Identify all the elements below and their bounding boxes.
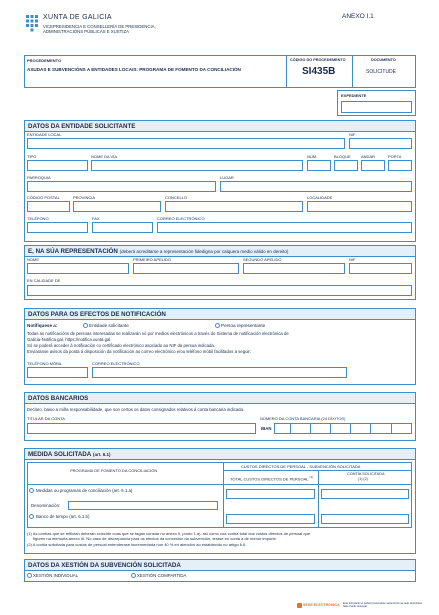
- notify-representative-radio[interactable]: [215, 323, 220, 328]
- name-label: NOME: [27, 257, 39, 262]
- iban-divider: [310, 423, 311, 434]
- file-number-field[interactable]: [341, 101, 412, 113]
- surname2-label: SEGUNDO APELIDO: [243, 257, 282, 262]
- nif-field[interactable]: [349, 138, 412, 149]
- programs-total-field[interactable]: [226, 489, 315, 499]
- measure-footnote-1: (1) As contías que se reflictan deberán coincidir coas que se fagan constar no anexo II, punto 1.a), así como coa contía total dos custos directos de persoal que: [27, 531, 311, 536]
- notify-representative-label: Persoa representante: [221, 323, 266, 328]
- fax-label: FAX: [92, 216, 100, 221]
- type-label: TIPO: [27, 154, 37, 159]
- iban-label: IBAN: [261, 426, 272, 431]
- street-label: NOME DA VÍA: [91, 154, 118, 159]
- individual-management-radio[interactable]: [27, 573, 32, 578]
- department-line-1: VICEPRESIDENCIA E CONSELLERÍA DE PRESIDENCIA,: [43, 24, 156, 29]
- postcode-label: CÓDIGO POSTAL: [27, 195, 60, 200]
- procedure-divider-2: [352, 55, 353, 88]
- shared-management-radio[interactable]: [131, 573, 136, 578]
- council-field[interactable]: [165, 201, 303, 212]
- place-field[interactable]: [220, 181, 412, 192]
- capacity-label: EN CALIDADE DE: [27, 278, 61, 283]
- representative-section-title: E, NA SÚA REPRESENTACIÓN (deberá acreditarse a representación fidedigna por calquera medio válido en dereito): [28, 248, 289, 255]
- procedure-label: PROCEDEMENTO: [27, 58, 62, 63]
- parish-field[interactable]: [27, 181, 216, 192]
- individual-management-label: XESTIÓN INDIVIDUAL: [33, 573, 79, 578]
- notification-text-4: Enviaranse avisos da posta á disposición da notificación ao correo electrónico e/ou teléfono móbil facilitados a seguir:: [27, 349, 252, 354]
- account-holder-label: TITULAR DA CONTA: [27, 416, 65, 421]
- account-holder-field[interactable]: [27, 423, 256, 434]
- procedure-code-label: CÓDIGO DO PROCEDEMENTO: [290, 58, 346, 62]
- timebank-total-field[interactable]: [226, 514, 315, 524]
- fax-field[interactable]: [92, 222, 153, 233]
- denomination-label: Denominación:: [31, 503, 61, 508]
- door-label: PORTA: [388, 154, 402, 159]
- type-field[interactable]: [27, 160, 88, 171]
- measure-col-divider: [223, 462, 224, 528]
- door-field[interactable]: [388, 160, 412, 171]
- notification-section-title: DATOS PARA OS EFECTOS DE NOTIFICACIÓN: [28, 311, 166, 318]
- phone-label: TELÉFONO: [27, 216, 49, 221]
- notification-text-2: Galicia-Notifica.gal, https://notifica.xunta.gal: [27, 337, 111, 342]
- footer-note-2: https://sede.xunta.gal: [343, 605, 367, 608]
- management-section: [24, 559, 416, 582]
- place-label: LUGAR: [220, 175, 234, 180]
- programs-amount-field[interactable]: [321, 489, 409, 499]
- locality-field[interactable]: [307, 201, 412, 212]
- denomination-field[interactable]: [68, 501, 218, 510]
- iban-divider: [290, 423, 291, 434]
- floor-field[interactable]: [361, 160, 385, 171]
- rep-nif-label: NIF: [349, 257, 356, 262]
- measure-header-divider: [223, 470, 412, 471]
- timebank-amount-field[interactable]: [321, 514, 409, 524]
- province-field[interactable]: [73, 201, 161, 212]
- notif-email-label: CORREO ELECTRÓNICO: [92, 361, 140, 366]
- locality-label: LOCALIDADE: [307, 195, 333, 200]
- iban-divider: [330, 423, 331, 434]
- department-line-2: ADMINISTRACIÓNS PÚBLICAS E XUSTIZA: [43, 29, 129, 34]
- measure-header-bottom: [27, 484, 412, 485]
- block-label: BLOQUE: [334, 154, 351, 159]
- floor-label: ANDAR: [361, 154, 376, 159]
- xunta-emblem-icon: [24, 14, 40, 32]
- measure-section-title: MEDIDA SOLICITADA (art. 6.1): [28, 451, 111, 458]
- shared-management-label: XESTIÓN COMPARTIDA: [137, 573, 187, 578]
- brand-name: XUNTA DE GALICIA: [43, 14, 112, 21]
- account-number-label: NÚMERO DA CONTA BANCARIA (24 DÍXITOS): [260, 416, 346, 421]
- mobile-field[interactable]: [27, 367, 88, 378]
- street-field[interactable]: [91, 160, 303, 171]
- bank-section-title: DATOS BANCARIOS: [28, 395, 89, 402]
- number-field[interactable]: [307, 160, 331, 171]
- council-label: CONCELLO: [165, 195, 188, 200]
- surname2-field[interactable]: [243, 263, 345, 274]
- sede-label: SEDE ELECTRÓNICA: [303, 603, 340, 607]
- measure-footnote-2: (2) A contía solicitada para custos de persoal entenderase incrementada nun 40 % en atención ao establecido no artigo 6.6.: [27, 542, 247, 547]
- document-value: SOLICITUDE: [366, 69, 397, 75]
- notify-entity-radio[interactable]: [83, 323, 88, 328]
- notify-to-label: Notifíquese a:: [27, 323, 58, 328]
- notification-text-3: Só se poderá acceder á notificación co certificado electrónico asociado ao NIF da persoa indicada.: [27, 343, 215, 348]
- entity-field[interactable]: [27, 138, 345, 149]
- nif-label: NIF: [349, 132, 356, 137]
- amount-requested-ref: (1) (2): [358, 477, 368, 481]
- name-field[interactable]: [27, 263, 129, 274]
- program-column-header: PROGRAMA DE FOMENTO DA CONCILIACIÓN: [70, 468, 158, 473]
- block-field[interactable]: [334, 160, 358, 171]
- measure-col-divider-2: [318, 470, 319, 528]
- email-field[interactable]: [157, 222, 412, 233]
- capacity-field[interactable]: [27, 285, 412, 296]
- costs-column-header: CUSTOS DIRECTOS DE PERSOAL - SUBVENCIÓN SOLICITADA: [241, 464, 361, 469]
- surname1-field[interactable]: [133, 263, 239, 274]
- footer-note-1: Este formulario só poderá presentarse nesta forma na sede electrónica: [343, 602, 422, 605]
- measure-programs-label: Medidas ou programas de conciliación (art. 6.1.a): [36, 488, 133, 493]
- applicant-section-title: DATOS DA ENTIDADE SOLICITANTE: [28, 123, 136, 130]
- phone-field[interactable]: [27, 222, 88, 233]
- rep-nif-field[interactable]: [349, 263, 412, 274]
- notif-email-field[interactable]: [92, 367, 347, 378]
- measure-timebank-radio[interactable]: [29, 514, 34, 519]
- bank-declaration: Declaro, baixo a miña responsabilidade, que son certos os datos consignados relativos á conta bancaria indicada.: [27, 407, 245, 412]
- postcode-field[interactable]: [27, 201, 70, 212]
- iban-divider: [370, 423, 371, 434]
- file-number-label: EXPEDIENTE: [341, 93, 367, 98]
- mobile-label: TELÉFONO MÓBIL: [27, 361, 63, 366]
- total-costs-header: TOTAL CUSTOS DIRECTOS DE PERSOAL $^{(1)}$: [230, 475, 314, 482]
- amount-requested-header: CONTÍA SOLICITADA: [347, 472, 385, 476]
- notification-text-1: Todas as notificacións de persoas interesadas se realizarán só por medios electrónicos a través do Sistema de notificación electrónica de: [27, 331, 289, 336]
- management-section-title: DATOS DA XESTIÓN DA SUBVENCIÓN SOLICITADA: [28, 562, 181, 569]
- notify-entity-label: Entidade solicitante: [89, 323, 129, 328]
- procedure-title: AXUDAS E SUBVENCIÓNS A ENTIDADES LOCAIS: PROGRAMA DE FOMENTO DA CONCILIACIÓN: [27, 67, 241, 72]
- document-label: DOCUMENTO: [371, 58, 396, 62]
- procedure-code: SI435B: [302, 66, 336, 77]
- annex-label: ANEXO I.1: [342, 13, 374, 20]
- parish-label: PARROQUIA: [27, 175, 51, 180]
- xunta-logo: [24, 14, 40, 32]
- province-label: PROVINCIA: [73, 195, 96, 200]
- iban-divider: [391, 423, 392, 434]
- email-label: CORREO ELECTRÓNICO: [157, 216, 205, 221]
- iban-divider: [350, 423, 351, 434]
- measure-timebank-label: Banco de tempo (art. 6.1.b): [36, 514, 90, 519]
- number-label: NÚM.: [307, 154, 318, 159]
- measure-footnote-1b: figuren na memoria-anexo III. No caso de discrepancia para os efectos da concesión da subvención, terase en conta a de menor importe.: [33, 536, 277, 541]
- sede-logo-icon: [297, 603, 302, 608]
- entity-label: ENTIDADE LOCAL: [27, 132, 62, 137]
- procedure-divider-1: [286, 55, 287, 88]
- surname1-label: PRIMEIRO APELIDO: [133, 257, 172, 262]
- measure-programs-radio[interactable]: [29, 488, 34, 493]
